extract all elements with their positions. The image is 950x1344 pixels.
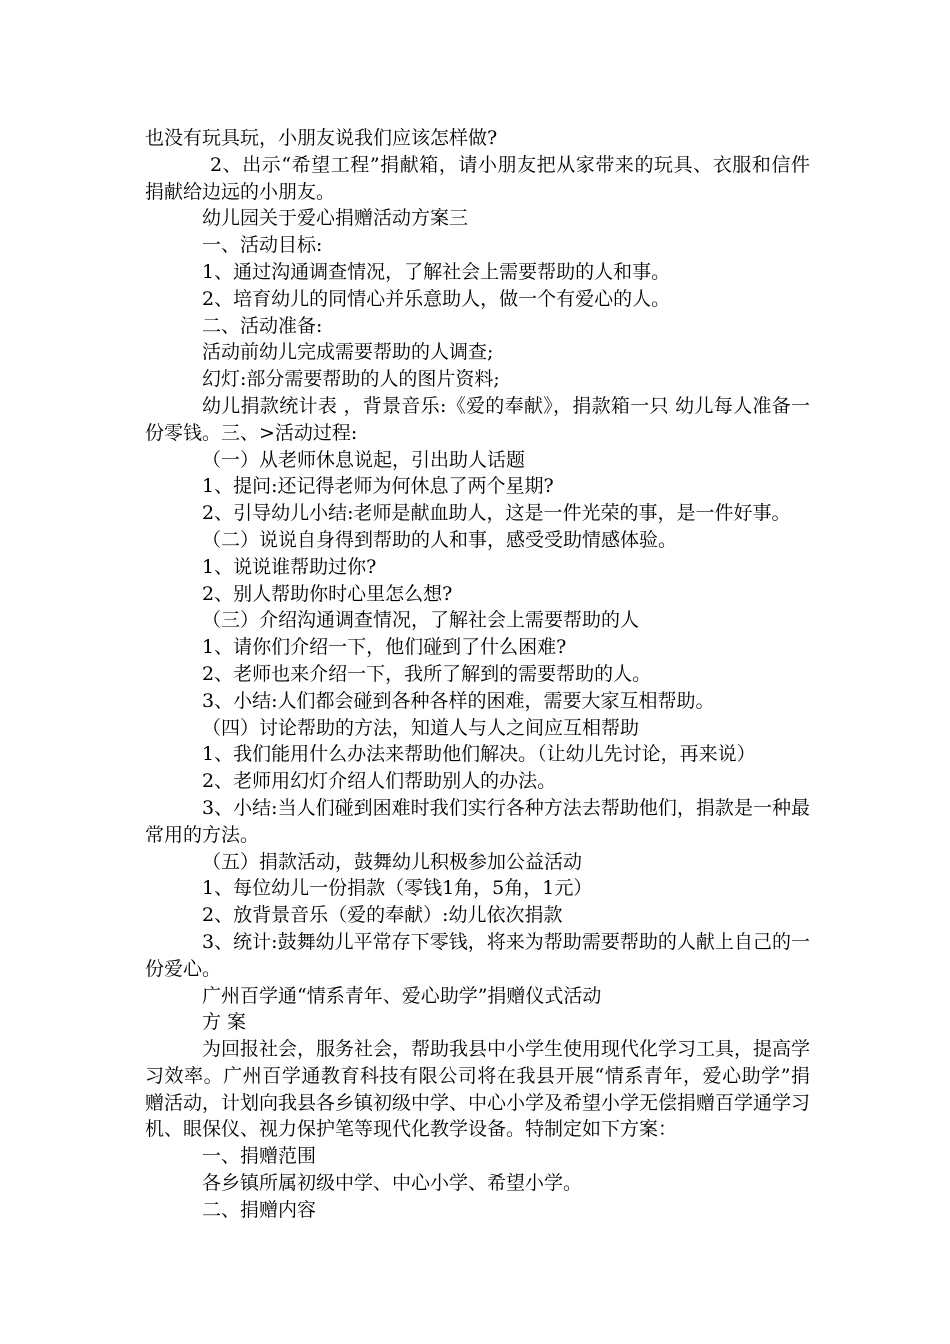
paragraph: 幻灯:部分需要帮助的人的图片资料; — [202, 368, 500, 391]
heading: 一、活动目标: — [202, 234, 323, 257]
subheading: （五）捐款活动，鼓舞幼儿积极参加公益活动 — [202, 850, 583, 873]
paragraph: 活动前幼儿完成需要帮助的人调查; — [202, 341, 494, 364]
paragraph: 2、老师用幻灯介绍人们帮助别人的办法。 — [202, 770, 557, 793]
paragraph: 1、每位幼儿一份捐款（零钱1角，5角，1元） — [202, 877, 593, 900]
paragraph: 1、通过沟通调查情况，了解社会上需要帮助的人和事。 — [202, 260, 671, 283]
subheading: （一）从老师休息说起，引出助人话题 — [202, 448, 526, 471]
subheading: （二）说说自身得到帮助的人和事，感受受助情感体验。 — [202, 528, 678, 551]
paragraph: 各乡镇所属初级中学、中心小学、希望小学。 — [202, 1172, 583, 1195]
section-title: 方 案 — [202, 1011, 247, 1034]
paragraph: 3、小结:当人们碰到困难时我们实行各种方法去帮助他们，捐款是一种最常用的方法。 — [145, 796, 810, 846]
heading: 一、捐赠范围 — [202, 1145, 317, 1168]
paragraph: 2、老师也来介绍一下，我所了解到的需要帮助的人。 — [202, 662, 652, 685]
paragraph: 1、说说谁帮助过你? — [202, 555, 377, 578]
paragraph: 2、别人帮助你时心里怎么想? — [202, 582, 453, 605]
paragraph: 3、统计:鼓舞幼儿平常存下零钱，将来为帮助需要帮助的人献上自己的一份爱心。 — [145, 930, 810, 980]
paragraph: 也没有玩具玩，小朋友说我们应该怎样做? — [145, 127, 498, 149]
heading: 二、活动准备: — [202, 314, 323, 337]
paragraph: 2、放背景音乐（爱的奉献）:幼儿依次捐款 — [202, 904, 563, 927]
paragraph: 1、提问:还记得老师为何休息了两个星期? — [202, 475, 554, 498]
paragraph: 为回报社会，服务社会，帮助我县中小学生使用现代化学习工具，提高学习效率。广州百学通教育科技有限公司将在我县开展“情系青年，爱心助学”捐赠活动，计划向我县各乡镇初级中学、中心小学及希望小学无偿捐赠百学通学习机、眼保仪、视力保护笔等现代化教学设备。特制定如下方案： — [145, 1038, 811, 1141]
paragraph: 1、请你们介绍一下，他们碰到了什么困难? — [202, 636, 567, 659]
section-title: 广州百学通“情系青年、爱心助学”捐赠仪式活动 — [202, 984, 602, 1007]
subheading: （四）讨论帮助的方法，知道人与人之间应互相帮助 — [202, 716, 640, 739]
paragraph: 2、引导幼儿小结:老师是献血助人，这是一件光荣的事，是一件好事。 — [202, 502, 791, 525]
subheading: （三）介绍沟通调查情况，了解社会上需要帮助的人 — [202, 609, 640, 632]
section-title: 幼儿园关于爱心捐赠活动方案三 — [202, 207, 469, 230]
paragraph: 3、小结:人们都会碰到各种各样的困难，需要大家互相帮助。 — [202, 689, 715, 712]
paragraph: 2、出示“希望工程”捐献箱，请小朋友把从家带来的玩具、衣服和信件捐献给边远的小朋友。 — [145, 153, 810, 203]
paragraph: 2、培育幼儿的同情心并乐意助人，做一个有爱心的人。 — [202, 287, 671, 310]
paragraph: 幼儿捐款统计表 ，背景音乐:《爱的奉献》，捐款箱一只 幼儿每人准备一份零钱。三、>活动过程: — [145, 394, 810, 444]
heading: 二、捐赠内容 — [202, 1198, 317, 1221]
document-body — [145, 125, 810, 1224]
paragraph: 1、我们能用什么办法来帮助他们解决。（让幼儿先讨论，再来说） — [202, 743, 756, 766]
